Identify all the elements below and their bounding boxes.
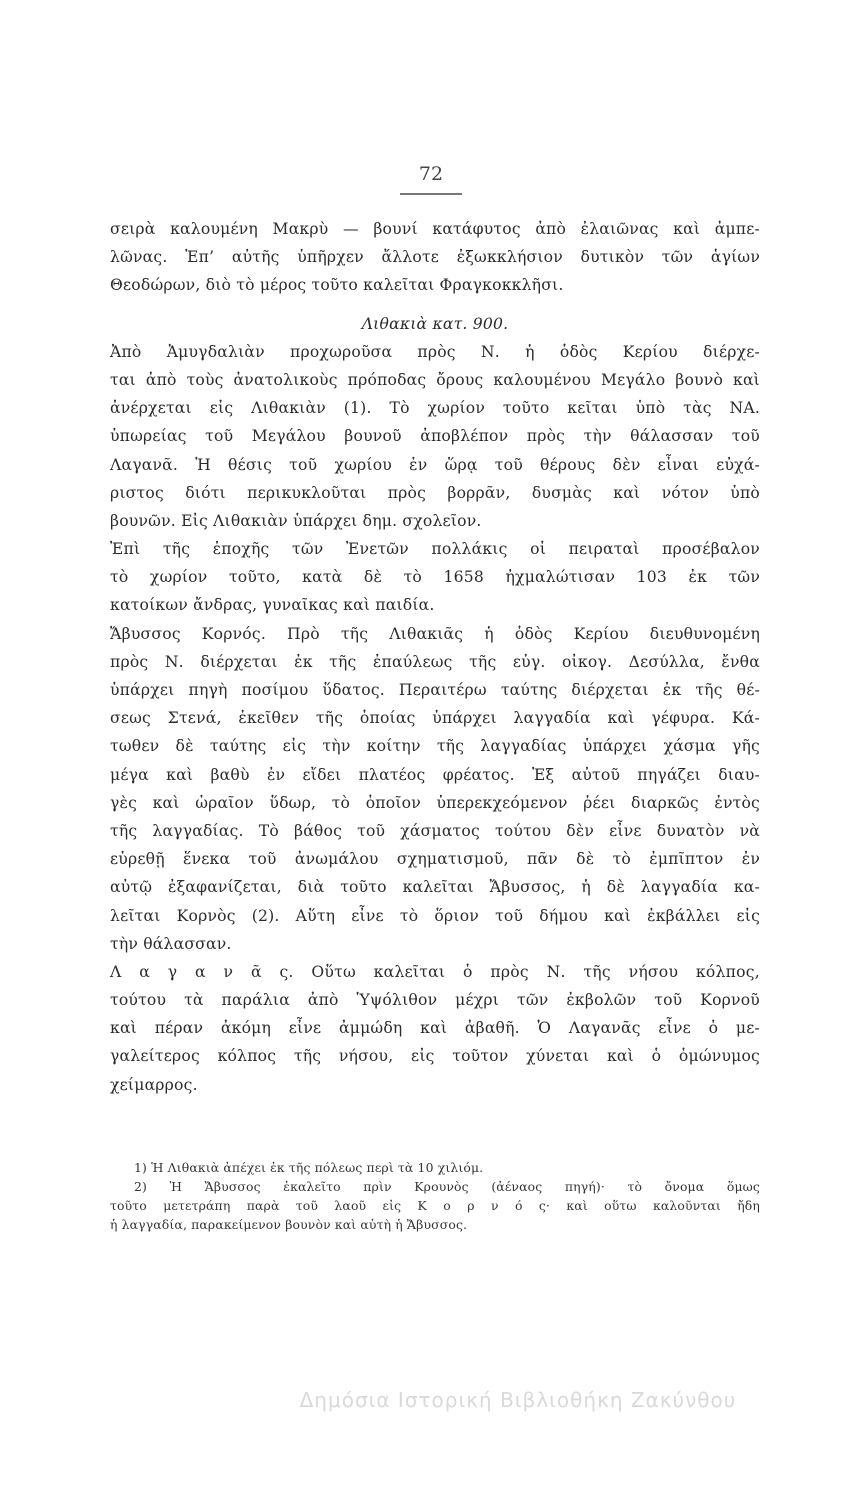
text-line: τὴν θάλασσαν.	[110, 934, 232, 953]
text-line: ἀνέρχεται εἰς Λιθακιὰν (1). Τὸ χωρίον τοῦτο κεῖται ὑπὸ τὰς ΝΑ.	[110, 399, 760, 418]
text-line: εὑρεθῇ ἕνεκα τοῦ ἀνωμάλου σχηματισμοῦ, πᾶν δὲ τὸ ἐμπῖπτον ἐν	[110, 850, 760, 869]
text-line: γαλείτερος κόλπος τῆς νήσου, εἰς τοῦτον χύνεται καὶ ὁ ὁμώνυμος	[110, 1047, 760, 1066]
text-line: Θεοδώρων, διὸ τὸ μέρος τοῦτο καλεῖται Φραγκοκκλῆσι.	[110, 276, 564, 295]
text-line: πρὸς Ν. διέρχεται ἐκ τῆς ἐπαύλεως τῆς εὐγ. οἰκογ. Δεσύλλα, ἔνθα	[110, 652, 760, 671]
footnote-line: 2) Ἡ Ἄβυσσος ἐκαλεῖτο πρὶν Κρουνὸς (ἀέναος πηγή)· τὸ ὄνομα ὅμως	[134, 1179, 760, 1194]
section-heading-lithakia: Λιθακιὰ κατ. 900.	[361, 314, 509, 333]
text-line: Ἐπὶ τῆς ἐποχῆς τῶν Ἐνετῶν πολλάκις οἱ πειραταὶ προσέβαλον	[110, 540, 760, 559]
text-line: κατοίκων ἄνδρας, γυναῖκας καὶ παιδία.	[110, 596, 435, 615]
library-watermark: Δημόσια Ιστορική Βιβλιοθήκη Ζακύνθου	[299, 1388, 737, 1412]
text-line: γὲς καὶ ὡραῖον ὕδωρ, τὸ ὁποῖον ὑπερεκχεόμενον ῥέει διαρκῶς ἐντὸς	[110, 793, 760, 812]
text-line: ται ἀπὸ τοὺς ἀνατολικοὺς πρόποδας ὄρους καλουμένου Μεγάλο βουνὸ καὶ	[110, 370, 760, 389]
text-line: ριστος διότι περικυκλοῦται πρὸς βορρᾶν, δυσμὰς καὶ νότον ὑπὸ	[110, 483, 760, 502]
text-line: τούτου τὰ παράλια ἀπὸ Ὑψόλιθον μέχρι τῶν ἐκβολῶν τοῦ Κορνοῦ	[110, 991, 760, 1010]
footnotes	[110, 1158, 760, 1234]
text-line: αὐτῷ ἐξαφανίζεται, διὰ τοῦτο καλεῖται Ἄβυσσος, ἡ δὲ λαγγαδία κα-	[110, 878, 760, 897]
text-line: λῶνας. Ἐπ’ αὐτῆς ὑπῆρχεν ἄλλοτε ἐξωκκλήσιον δυτικὸν τῶν ἁγίων	[110, 248, 760, 267]
text-line: Ἄβυσσος Κορνός. Πρὸ τῆς Λιθακιᾶς ἡ ὁδὸς Κερίου διευθυνομένη	[110, 624, 760, 643]
footnote-line: τοῦτο μετετράπη παρὰ τοῦ λαοῦ εἰς Κ ο ρ ν ό ς· καὶ οὕτω καλοῦνται ἤδη	[110, 1198, 760, 1213]
text-line: Λαγανᾶ. Ἡ θέσις τοῦ χωρίου ἐν ὥρᾳ τοῦ θέρους δὲν εἶναι εὐχά-	[110, 455, 760, 474]
text-line: Λ α γ α ν ᾶ ς. Οὕτω καλεῖται ὁ πρὸς Ν. τῆς νήσου κόλπος,	[110, 962, 760, 981]
body-text	[110, 215, 760, 1099]
text-line: Ἀπὸ Ἀμυγδαλιὰν προχωροῦσα πρὸς Ν. ἡ ὁδὸς Κερίου διέρχε-	[110, 342, 760, 361]
footnote-line: ἡ λαγγαδία, παρακείμενον βουνὸν καὶ αὐτὴ ἡ Ἄβυσσος.	[110, 1217, 468, 1232]
text-line: τῆς λαγγαδίας. Τὸ βάθος τοῦ χάσματος τούτου δὲν εἶνε δυνατὸν νὰ	[110, 821, 760, 840]
text-line: μέγα καὶ βαθὺ ἐν εἴδει πλατέος φρέατος. Ἐξ αὐτοῦ πηγάζει διαυ-	[110, 765, 760, 784]
text-line: σεως Στενά, ἐκεῖθεν τῆς ὁποίας ὑπάρχει λαγγαδία καὶ γέφυρα. Κά-	[110, 709, 760, 728]
text-line: βουνῶν. Εἰς Λιθακιὰν ὑπάρχει δημ. σχολεῖον.	[110, 511, 482, 530]
text-line: χείμαρρος.	[110, 1075, 198, 1094]
text-line: σειρὰ καλουμένη Μακρὺ — βουνί κατάφυτος ἀπὸ ἐλαιῶνας καὶ ἀμπε-	[110, 220, 760, 238]
page-number-rule	[400, 193, 462, 195]
footnote-line: 1) Ἡ Λιθακιὰ ἀπέχει ἐκ τῆς πόλεως περὶ τὰ 10 χιλιόμ.	[134, 1160, 484, 1175]
text-line: ὑπωρείας τοῦ Μεγάλου βουνοῦ ἀποβλέπον πρὸς τὴν θάλασσαν τοῦ	[110, 427, 760, 446]
text-line: λεῖται Κορνὸς (2). Αὕτη εἶνε τὸ ὅριον τοῦ δήμου καὶ ἐκβάλλει εἰς	[110, 906, 760, 925]
text-line: ὑπάρχει πηγὴ ποσίμου ὕδατος. Περαιτέρω ταύτης διέρχεται ἐκ τῆς θέ-	[110, 681, 760, 699]
page-number: 72	[418, 163, 444, 185]
text-line: καὶ πέραν ἀκόμη εἶνε ἀμμώδη καὶ ἀβαθῆ. Ὁ Λαγανᾶς εἶνε ὁ με-	[110, 1019, 760, 1038]
text-line: τὸ χωρίον τοῦτο, κατὰ δὲ τὸ 1658 ἠχμαλώτισαν 103 ἐκ τῶν	[110, 568, 760, 587]
text-line: τωθεν δὲ ταύτης εἰς τὴν κοίτην τῆς λαγγαδίας ὑπάρχει χάσμα γῆς	[110, 737, 760, 756]
